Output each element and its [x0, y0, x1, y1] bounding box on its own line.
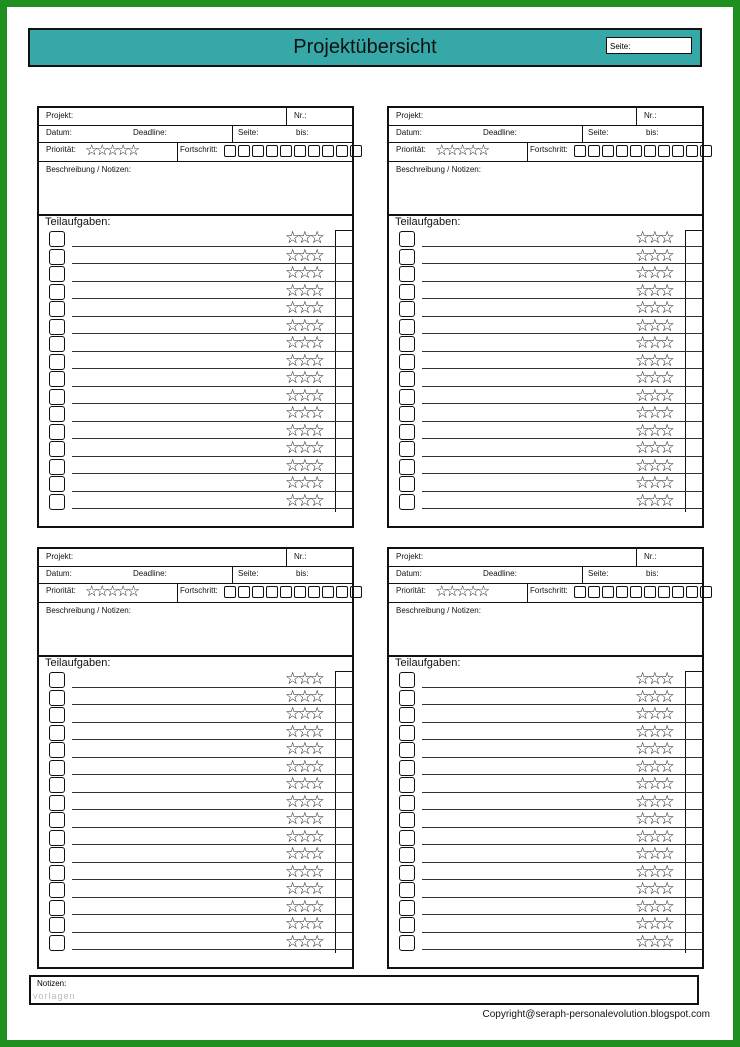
task-checkbox[interactable]: [49, 476, 65, 492]
task-stars-icon[interactable]: ☆☆☆: [635, 333, 672, 352]
task-checkbox[interactable]: [399, 336, 415, 352]
task-row: [39, 265, 352, 283]
task-stars-icon[interactable]: ☆☆☆: [635, 473, 672, 492]
task-stars-icon[interactable]: ☆☆☆: [635, 263, 672, 282]
task-row: [39, 671, 352, 689]
task-stars-icon[interactable]: ☆☆☆: [285, 350, 322, 370]
task-stars-icon[interactable]: ☆☆☆: [285, 438, 322, 457]
datum-label: Datum:: [396, 569, 422, 578]
datum-row: [39, 566, 352, 584]
task-checkbox[interactable]: [49, 935, 65, 951]
task-stars-icon[interactable]: ☆☆☆: [285, 686, 322, 706]
fortschritt-label: Fortschritt:: [530, 145, 568, 154]
seite-label: Seite:: [588, 128, 609, 137]
progress-boxes: [224, 145, 362, 157]
task-row: [389, 265, 702, 283]
progress-box[interactable]: [336, 586, 348, 598]
task-row: [39, 475, 352, 493]
task-checkbox[interactable]: [49, 406, 65, 422]
bis-label: bis:: [646, 569, 659, 578]
notes-box[interactable]: [29, 975, 699, 1005]
progress-box[interactable]: [658, 586, 670, 598]
task-stars-icon[interactable]: ☆☆☆: [285, 704, 322, 723]
task-checkbox[interactable]: [49, 690, 65, 706]
task-checkbox[interactable]: [49, 459, 65, 475]
task-row: [39, 230, 352, 248]
progress-box[interactable]: [266, 586, 278, 598]
task-row: [389, 811, 702, 829]
task-stars-icon[interactable]: ☆☆☆: [635, 420, 672, 440]
task-row: [39, 440, 352, 458]
datum-row: [389, 125, 702, 143]
task-stars-icon[interactable]: ☆☆☆: [285, 756, 322, 776]
progress-box[interactable]: [686, 145, 698, 157]
task-stars-icon[interactable]: ☆☆☆: [635, 385, 672, 405]
task-stars-icon[interactable]: ☆☆☆: [635, 739, 672, 758]
task-checkbox[interactable]: [399, 900, 415, 916]
task-checkbox[interactable]: [49, 760, 65, 776]
progress-box[interactable]: [224, 586, 236, 598]
task-stars-icon[interactable]: ☆☆☆: [285, 896, 322, 916]
prioritaet-label: Priorität:: [396, 145, 426, 154]
progress-boxes: [574, 586, 712, 598]
task-stars-icon[interactable]: ☆☆☆: [285, 931, 322, 951]
task-stars-icon[interactable]: ☆☆☆: [285, 245, 322, 265]
task-stars-icon[interactable]: ☆☆☆: [285, 809, 322, 828]
projekt-row: [389, 108, 702, 126]
seite-label: Seite:: [238, 128, 259, 137]
task-stars-icon[interactable]: ☆☆☆: [285, 420, 322, 440]
task-checkbox[interactable]: [49, 319, 65, 335]
task-row: [39, 776, 352, 794]
fortschritt-label: Fortschritt:: [180, 145, 218, 154]
task-stars-icon[interactable]: ☆☆☆: [635, 791, 672, 811]
task-stars-icon[interactable]: ☆☆☆: [635, 756, 672, 776]
progress-box[interactable]: [574, 586, 586, 598]
progress-box[interactable]: [252, 586, 264, 598]
task-checkbox[interactable]: [399, 476, 415, 492]
task-stars-icon[interactable]: ☆☆☆: [635, 280, 672, 300]
progress-box[interactable]: [224, 145, 236, 157]
progress-box[interactable]: [252, 145, 264, 157]
task-stars-icon[interactable]: ☆☆☆: [635, 438, 672, 457]
task-stars-icon[interactable]: ☆☆☆: [635, 669, 672, 688]
progress-box[interactable]: [322, 145, 334, 157]
task-checkbox[interactable]: [49, 917, 65, 933]
task-checkbox[interactable]: [399, 882, 415, 898]
task-stars-icon[interactable]: ☆☆☆: [285, 228, 322, 247]
task-checkbox[interactable]: [399, 672, 415, 688]
task-checkbox[interactable]: [399, 777, 415, 793]
progress-box[interactable]: [336, 145, 348, 157]
task-row: [389, 846, 702, 864]
projekt-label: Projekt:: [46, 111, 74, 120]
task-checkbox[interactable]: [399, 795, 415, 811]
task-stars-icon[interactable]: ☆☆☆: [285, 914, 322, 933]
task-checkbox[interactable]: [399, 830, 415, 846]
task-row: [389, 230, 702, 248]
progress-box[interactable]: [672, 586, 684, 598]
priority-stars-icon[interactable]: ☆☆☆☆☆: [435, 583, 488, 600]
task-stars-icon[interactable]: ☆☆☆: [285, 739, 322, 758]
task-stars-icon[interactable]: ☆☆☆: [635, 368, 672, 387]
seite-label: Seite:: [238, 569, 259, 578]
task-stars-icon[interactable]: ☆☆☆: [635, 704, 672, 723]
task-checkbox[interactable]: [49, 725, 65, 741]
task-checkbox[interactable]: [399, 231, 415, 247]
task-stars-icon[interactable]: ☆☆☆: [285, 315, 322, 335]
task-stars-icon[interactable]: ☆☆☆: [285, 774, 322, 793]
page-header: [28, 28, 702, 67]
task-row: [389, 370, 702, 388]
task-stars-icon[interactable]: ☆☆☆: [285, 669, 322, 688]
task-checkbox[interactable]: [49, 742, 65, 758]
task-row: [389, 335, 702, 353]
task-checkbox[interactable]: [49, 266, 65, 282]
task-row: [39, 370, 352, 388]
task-row: [389, 475, 702, 493]
task-checkbox[interactable]: [49, 812, 65, 828]
task-stars-icon[interactable]: ☆☆☆: [635, 455, 672, 475]
task-checkbox[interactable]: [399, 865, 415, 881]
projekt-row: [39, 549, 352, 567]
priority-stars-icon[interactable]: ☆☆☆☆☆: [85, 583, 138, 600]
task-stars-icon[interactable]: ☆☆☆: [285, 385, 322, 405]
progress-box[interactable]: [700, 145, 712, 157]
progress-box[interactable]: [602, 145, 614, 157]
task-stars-icon[interactable]: ☆☆☆: [285, 403, 322, 422]
progress-box[interactable]: [308, 145, 320, 157]
task-checkbox[interactable]: [49, 707, 65, 723]
progress-box[interactable]: [238, 145, 250, 157]
progress-box[interactable]: [630, 145, 642, 157]
task-stars-icon[interactable]: ☆☆☆: [285, 298, 322, 317]
progress-box[interactable]: [616, 145, 628, 157]
projekt-label: Projekt:: [46, 552, 74, 561]
task-checkbox[interactable]: [399, 389, 415, 405]
task-row: [39, 931, 352, 952]
task-checkbox[interactable]: [399, 935, 415, 951]
task-row: [39, 706, 352, 724]
task-checkbox[interactable]: [49, 441, 65, 457]
datum-label: Datum:: [46, 569, 72, 578]
teilaufgaben-label: Teilaufgaben:: [45, 657, 111, 669]
task-checkbox[interactable]: [49, 795, 65, 811]
progress-box[interactable]: [616, 586, 628, 598]
task-checkbox[interactable]: [49, 371, 65, 387]
progress-box[interactable]: [308, 586, 320, 598]
task-checkbox[interactable]: [49, 284, 65, 300]
task-stars-icon[interactable]: ☆☆☆: [635, 686, 672, 706]
description-area[interactable]: [39, 603, 352, 657]
project-4-card: [387, 547, 704, 969]
notes-label: Notizen:: [37, 979, 67, 988]
project-1-card: [37, 106, 354, 528]
task-row: [389, 881, 702, 899]
task-row: [39, 300, 352, 318]
prioritaet-label: Priorität:: [46, 586, 76, 595]
task-checkbox[interactable]: [49, 494, 65, 510]
task-checkbox[interactable]: [399, 812, 415, 828]
task-checkbox[interactable]: [399, 690, 415, 706]
datum-label: Datum:: [396, 128, 422, 137]
nr-label: Nr.:: [294, 552, 307, 561]
project-2-card: [387, 106, 704, 528]
task-stars-icon[interactable]: ☆☆☆: [285, 861, 322, 881]
bis-label: bis:: [646, 128, 659, 137]
progress-box[interactable]: [644, 145, 656, 157]
task-checkbox[interactable]: [399, 424, 415, 440]
progress-box[interactable]: [322, 586, 334, 598]
task-row: [389, 490, 702, 511]
datum-row: [389, 566, 702, 584]
task-checkbox[interactable]: [399, 847, 415, 863]
task-row: [39, 846, 352, 864]
task-stars-icon[interactable]: ☆☆☆: [285, 826, 322, 846]
task-checkbox[interactable]: [49, 830, 65, 846]
teilaufgaben-label: Teilaufgaben:: [45, 216, 111, 228]
task-checkbox[interactable]: [49, 865, 65, 881]
task-stars-icon[interactable]: ☆☆☆: [285, 280, 322, 300]
task-row: [39, 490, 352, 511]
task-row: [389, 776, 702, 794]
task-row: [389, 931, 702, 952]
task-checkbox[interactable]: [49, 900, 65, 916]
task-checkbox[interactable]: [49, 301, 65, 317]
task-stars-icon[interactable]: ☆☆☆: [285, 473, 322, 492]
task-stars-icon[interactable]: ☆☆☆: [635, 350, 672, 370]
task-stars-icon[interactable]: ☆☆☆: [635, 914, 672, 933]
deadline-label: Deadline:: [133, 128, 167, 137]
progress-box[interactable]: [350, 586, 362, 598]
teilaufgaben-label: Teilaufgaben:: [395, 657, 461, 669]
priority-row: [39, 142, 352, 162]
seite-label: Seite:: [588, 569, 609, 578]
task-stars-icon[interactable]: ☆☆☆: [285, 333, 322, 352]
task-stars-icon[interactable]: ☆☆☆: [635, 490, 672, 510]
task-checkbox[interactable]: [399, 459, 415, 475]
task-checkbox[interactable]: [399, 354, 415, 370]
progress-boxes: [574, 145, 712, 157]
progress-box[interactable]: [280, 586, 292, 598]
task-checkbox[interactable]: [49, 354, 65, 370]
task-row: [39, 405, 352, 423]
deadline-label: Deadline:: [483, 569, 517, 578]
task-stars-icon[interactable]: ☆☆☆: [635, 315, 672, 335]
task-row: [39, 881, 352, 899]
progress-box[interactable]: [588, 145, 600, 157]
prioritaet-label: Priorität:: [46, 145, 76, 154]
bis-label: bis:: [296, 128, 309, 137]
watermark: vorlagen: [33, 991, 76, 1001]
progress-box[interactable]: [588, 586, 600, 598]
beschreibung-label: Beschreibung / Notizen:: [396, 606, 481, 615]
prioritaet-label: Priorität:: [396, 586, 426, 595]
task-row: [389, 440, 702, 458]
progress-box[interactable]: [294, 145, 306, 157]
task-checkbox[interactable]: [49, 672, 65, 688]
datum-row: [39, 125, 352, 143]
task-row: [39, 335, 352, 353]
progress-box[interactable]: [644, 586, 656, 598]
task-checkbox[interactable]: [399, 742, 415, 758]
task-stars-icon[interactable]: ☆☆☆: [285, 490, 322, 510]
task-checkbox[interactable]: [49, 777, 65, 793]
task-row: [389, 671, 702, 689]
nr-label: Nr.:: [644, 111, 657, 120]
task-stars-icon[interactable]: ☆☆☆: [285, 721, 322, 741]
teilaufgaben-label: Teilaufgaben:: [395, 216, 461, 228]
fortschritt-label: Fortschritt:: [180, 586, 218, 595]
task-row: [39, 741, 352, 759]
task-stars-icon[interactable]: ☆☆☆: [285, 844, 322, 863]
task-row: [389, 405, 702, 423]
task-checkbox[interactable]: [399, 917, 415, 933]
progress-box[interactable]: [686, 586, 698, 598]
task-stars-icon[interactable]: ☆☆☆: [285, 791, 322, 811]
task-checkbox[interactable]: [49, 424, 65, 440]
priority-row: [389, 142, 702, 162]
deadline-label: Deadline:: [133, 569, 167, 578]
priority-stars-icon[interactable]: ☆☆☆☆☆: [435, 142, 488, 159]
task-stars-icon[interactable]: ☆☆☆: [635, 228, 672, 247]
datum-label: Datum:: [46, 128, 72, 137]
task-stars-icon[interactable]: ☆☆☆: [635, 931, 672, 951]
nr-label: Nr.:: [644, 552, 657, 561]
progress-box[interactable]: [658, 145, 670, 157]
description-area[interactable]: [389, 603, 702, 657]
task-stars-icon[interactable]: ☆☆☆: [635, 774, 672, 793]
progress-boxes: [224, 586, 362, 598]
progress-box[interactable]: [672, 145, 684, 157]
task-checkbox[interactable]: [399, 301, 415, 317]
progress-box[interactable]: [700, 586, 712, 598]
task-checkbox[interactable]: [399, 725, 415, 741]
task-checkbox[interactable]: [399, 441, 415, 457]
task-checkbox[interactable]: [49, 231, 65, 247]
progress-box[interactable]: [602, 586, 614, 598]
task-checkbox[interactable]: [399, 371, 415, 387]
progress-box[interactable]: [630, 586, 642, 598]
task-checkbox[interactable]: [399, 266, 415, 282]
beschreibung-label: Beschreibung / Notizen:: [396, 165, 481, 174]
task-stars-icon[interactable]: ☆☆☆: [635, 861, 672, 881]
progress-box[interactable]: [350, 145, 362, 157]
priority-stars-icon[interactable]: ☆☆☆☆☆: [85, 142, 138, 159]
beschreibung-label: Beschreibung / Notizen:: [46, 606, 131, 615]
deadline-label: Deadline:: [483, 128, 517, 137]
task-stars-icon[interactable]: ☆☆☆: [635, 403, 672, 422]
task-checkbox[interactable]: [399, 284, 415, 300]
priority-row: [389, 583, 702, 603]
task-checkbox[interactable]: [399, 249, 415, 265]
copyright: Copyright@seraph-personalevolution.blogspot.com: [482, 1009, 710, 1020]
task-stars-icon[interactable]: ☆☆☆: [635, 879, 672, 898]
task-stars-icon[interactable]: ☆☆☆: [635, 721, 672, 741]
fortschritt-label: Fortschritt:: [530, 586, 568, 595]
projekt-label: Projekt:: [396, 111, 424, 120]
projekt-row: [389, 549, 702, 567]
task-stars-icon[interactable]: ☆☆☆: [635, 245, 672, 265]
task-checkbox[interactable]: [49, 847, 65, 863]
task-checkbox[interactable]: [399, 406, 415, 422]
description-area[interactable]: [39, 162, 352, 216]
task-row: [39, 811, 352, 829]
task-stars-icon[interactable]: ☆☆☆: [635, 844, 672, 863]
progress-box[interactable]: [574, 145, 586, 157]
task-row: [389, 916, 702, 934]
task-checkbox[interactable]: [399, 707, 415, 723]
priority-row: [39, 583, 352, 603]
task-stars-icon[interactable]: ☆☆☆: [635, 896, 672, 916]
task-stars-icon[interactable]: ☆☆☆: [635, 809, 672, 828]
task-stars-icon[interactable]: ☆☆☆: [635, 298, 672, 317]
beschreibung-label: Beschreibung / Notizen:: [46, 165, 131, 174]
progress-box[interactable]: [238, 586, 250, 598]
task-stars-icon[interactable]: ☆☆☆: [285, 263, 322, 282]
task-stars-icon[interactable]: ☆☆☆: [285, 879, 322, 898]
description-area[interactable]: [389, 162, 702, 216]
nr-label: Nr.:: [294, 111, 307, 120]
task-checkbox[interactable]: [399, 319, 415, 335]
task-row: [389, 300, 702, 318]
progress-box[interactable]: [280, 145, 292, 157]
page-title: Projektübersicht: [293, 36, 437, 58]
task-checkbox[interactable]: [399, 760, 415, 776]
task-stars-icon[interactable]: ☆☆☆: [635, 826, 672, 846]
projekt-row: [39, 108, 352, 126]
task-checkbox[interactable]: [49, 389, 65, 405]
task-checkbox[interactable]: [399, 494, 415, 510]
task-stars-icon[interactable]: ☆☆☆: [285, 368, 322, 387]
progress-box[interactable]: [266, 145, 278, 157]
task-checkbox[interactable]: [49, 882, 65, 898]
task-row: [39, 916, 352, 934]
bis-label: bis:: [296, 569, 309, 578]
task-row: [389, 706, 702, 724]
projekt-label: Projekt:: [396, 552, 424, 561]
seite-field[interactable]: Seite:: [606, 37, 692, 54]
task-checkbox[interactable]: [49, 249, 65, 265]
task-stars-icon[interactable]: ☆☆☆: [285, 455, 322, 475]
task-row: [389, 741, 702, 759]
progress-box[interactable]: [294, 586, 306, 598]
project-3-card: [37, 547, 354, 969]
task-checkbox[interactable]: [49, 336, 65, 352]
